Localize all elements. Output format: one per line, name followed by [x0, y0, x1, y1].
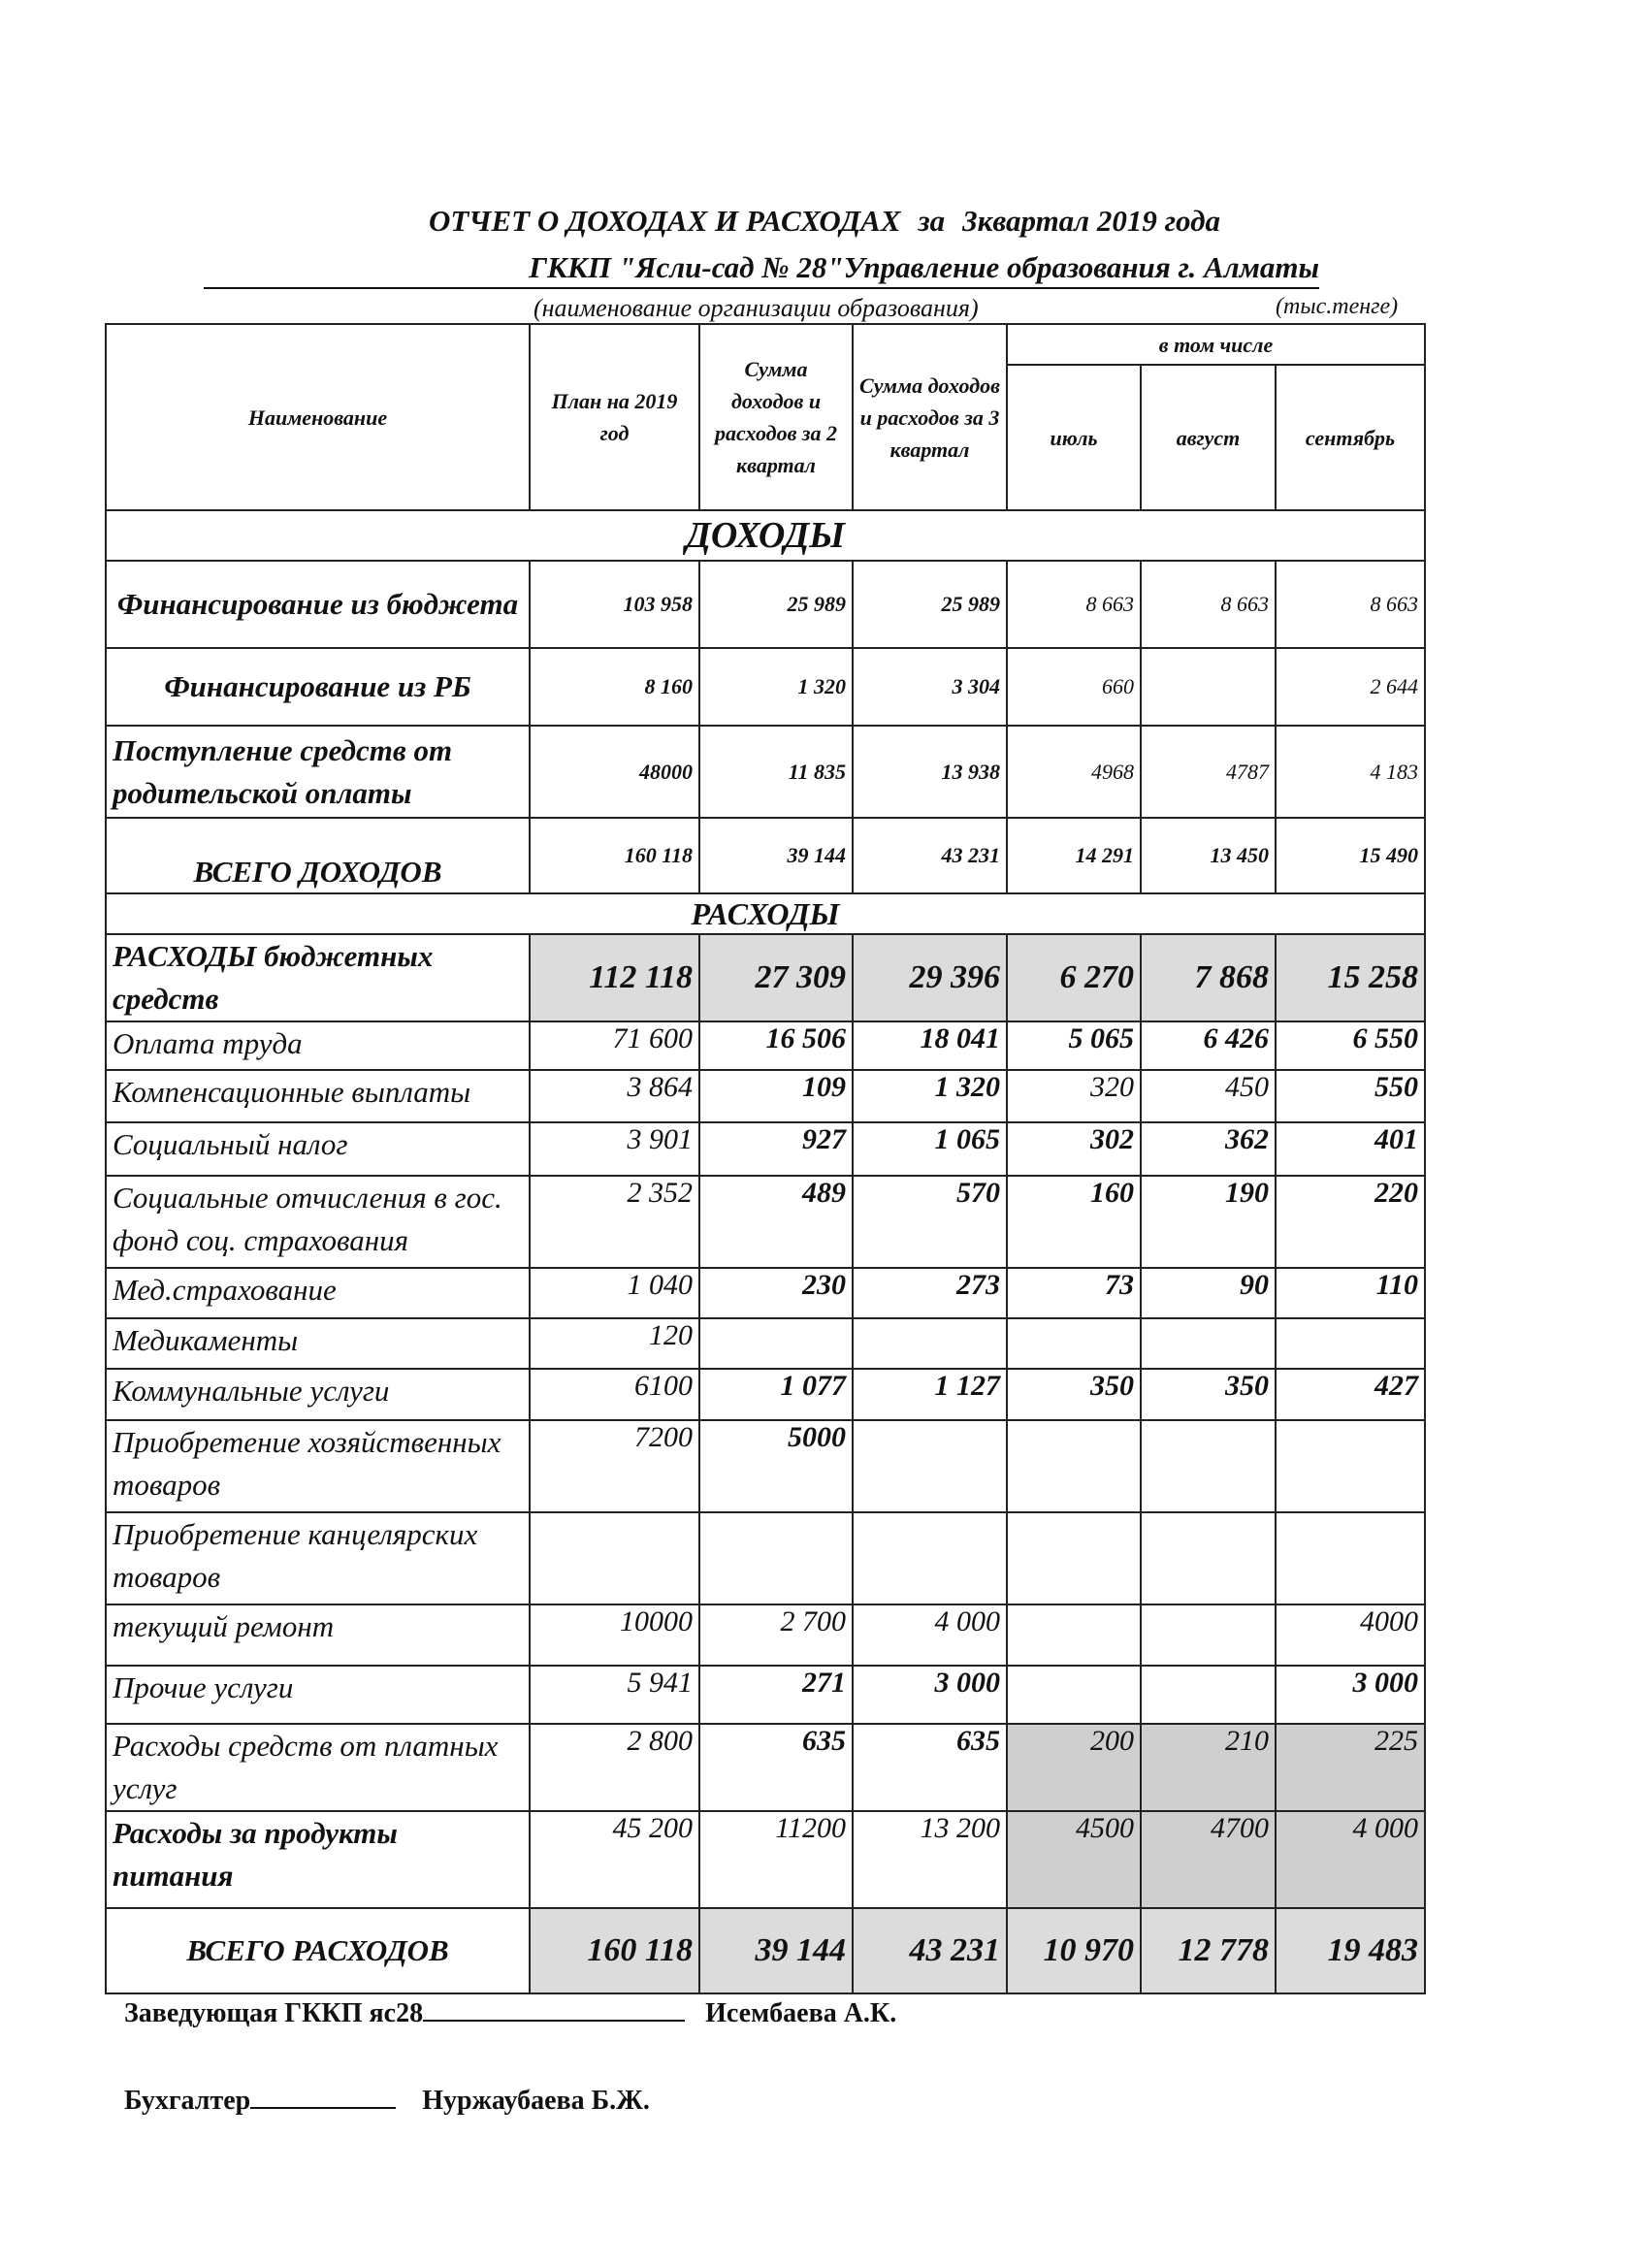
expense-m2: 210 — [1141, 1724, 1276, 1811]
expense-row — [106, 1512, 1425, 1604]
expense-m1: 350 — [1007, 1369, 1141, 1420]
col-july-header: июль — [1007, 365, 1141, 510]
expense-m1 — [1007, 1666, 1141, 1724]
expense-row-name: Расходы за продукты питания — [106, 1811, 530, 1908]
expense-row — [106, 1666, 1425, 1724]
expense-q2: 635 — [699, 1724, 853, 1811]
expense-row-name: Прочие услуги — [106, 1666, 530, 1724]
expense-budget-q3: 29 396 — [853, 934, 1007, 1021]
income-total-m3: 15 490 — [1276, 818, 1425, 893]
report-title-main: ОТЧЕТ О ДОХОДАХ И РАСХОДАХ — [428, 204, 901, 238]
expense-total-plan: 160 118 — [530, 1908, 699, 1993]
expense-m2: 90 — [1141, 1268, 1276, 1318]
expense-m1: 73 — [1007, 1268, 1141, 1318]
expense-budget-row — [106, 934, 1425, 1021]
expense-m2 — [1141, 1604, 1276, 1666]
expense-m1 — [1007, 1420, 1141, 1512]
expense-m2: 4700 — [1141, 1811, 1276, 1908]
expense-plan: 1 040 — [530, 1268, 699, 1318]
expense-total-name: ВСЕГО РАСХОДОВ — [106, 1908, 530, 1993]
income-m3: 2 644 — [1276, 648, 1425, 726]
expense-q2: 271 — [699, 1666, 853, 1724]
expense-plan — [530, 1512, 699, 1604]
income-m1: 660 — [1007, 648, 1141, 726]
expense-q2: 5000 — [699, 1420, 853, 1512]
expense-m1 — [1007, 1512, 1141, 1604]
income-plan: 48000 — [530, 726, 699, 818]
expense-plan: 45 200 — [530, 1811, 699, 1908]
expense-budget-name: РАСХОДЫ бюджетных средств — [106, 934, 530, 1021]
expense-plan: 3 864 — [530, 1070, 699, 1122]
expense-m1: 4500 — [1007, 1811, 1141, 1908]
expense-plan: 10000 — [530, 1604, 699, 1666]
expense-row-name: Компенсационные выплаты — [106, 1070, 530, 1122]
director-signature — [124, 1998, 896, 2029]
col-q3-header: Сумма доходов и расходов за 3 квартал — [853, 324, 1007, 510]
income-row — [106, 726, 1425, 818]
expense-m1: 320 — [1007, 1070, 1141, 1122]
expense-row — [106, 1176, 1425, 1268]
expense-q3: 1 065 — [853, 1122, 1007, 1176]
expense-m3 — [1276, 1318, 1425, 1369]
director-signature-line — [423, 2020, 685, 2022]
expense-q3: 13 200 — [853, 1811, 1007, 1908]
expense-total-q2: 39 144 — [699, 1908, 853, 1993]
accountant-name: Нуржаубаева Б.Ж. — [422, 2086, 650, 2116]
expense-q3: 635 — [853, 1724, 1007, 1811]
expense-m2 — [1141, 1318, 1276, 1369]
col-plan-header: План на 2019 год — [530, 324, 699, 510]
expense-q3: 18 041 — [853, 1021, 1007, 1070]
income-m1: 8 663 — [1007, 561, 1141, 648]
income-total-row — [106, 818, 1425, 893]
expense-q2 — [699, 1512, 853, 1604]
expense-row-name: Приобретение хозяйственных товаров — [106, 1420, 530, 1512]
expense-q2: 489 — [699, 1176, 853, 1268]
expense-budget-m1: 6 270 — [1007, 934, 1141, 1021]
expense-section-title: РАСХОДЫ — [106, 893, 1425, 934]
expense-row-name: Медикаменты — [106, 1318, 530, 1369]
expense-budget-m3: 15 258 — [1276, 934, 1425, 1021]
income-row-name: Финансирование из бюджета — [106, 561, 530, 648]
expense-plan: 2 800 — [530, 1724, 699, 1811]
expense-m1 — [1007, 1318, 1141, 1369]
col-september-header: сентябрь — [1276, 365, 1425, 510]
expense-row-name: Расходы средств от платных услуг — [106, 1724, 530, 1811]
expense-row — [106, 1021, 1425, 1070]
income-plan: 103 958 — [530, 561, 699, 648]
expense-row — [106, 1604, 1425, 1666]
income-q3: 3 304 — [853, 648, 1007, 726]
report-title-za: за — [918, 204, 946, 238]
expense-m2 — [1141, 1666, 1276, 1724]
income-total-name: ВСЕГО ДОХОДОВ — [106, 818, 530, 893]
expense-q2: 927 — [699, 1122, 853, 1176]
organization-caption: (наименование организации образования) — [534, 294, 979, 322]
expense-section-row — [106, 893, 1425, 934]
director-label: Заведующая ГККП яс28 — [124, 1998, 424, 2028]
expense-plan: 120 — [530, 1318, 699, 1369]
expense-row — [106, 1724, 1425, 1811]
expense-row — [106, 1420, 1425, 1512]
income-plan: 8 160 — [530, 648, 699, 726]
expense-q3: 4 000 — [853, 1604, 1007, 1666]
expense-m2: 6 426 — [1141, 1021, 1276, 1070]
income-total-m1: 14 291 — [1007, 818, 1141, 893]
expense-m1: 5 065 — [1007, 1021, 1141, 1070]
income-row-name: Поступление средств от родительской оплаты — [106, 726, 530, 818]
expense-row — [106, 1268, 1425, 1318]
expense-m1 — [1007, 1604, 1141, 1666]
income-m2: 4787 — [1141, 726, 1276, 818]
expense-q2: 109 — [699, 1070, 853, 1122]
income-row — [106, 561, 1425, 648]
expense-q2: 1 077 — [699, 1369, 853, 1420]
expense-q3: 1 320 — [853, 1070, 1007, 1122]
expense-q3: 1 127 — [853, 1369, 1007, 1420]
expense-row — [106, 1318, 1425, 1369]
income-total-plan: 160 118 — [530, 818, 699, 893]
income-q2: 1 320 — [699, 648, 853, 726]
expense-row — [106, 1811, 1425, 1908]
expense-plan: 2 352 — [530, 1176, 699, 1268]
expense-m3: 220 — [1276, 1176, 1425, 1268]
unit-label: (тыс.тенге) — [1276, 294, 1399, 319]
expense-row-name: Мед.страхование — [106, 1268, 530, 1318]
expense-q2: 11200 — [699, 1811, 853, 1908]
expense-m3: 3 000 — [1276, 1666, 1425, 1724]
report-period: 3квартал 2019 года — [962, 204, 1221, 238]
expense-q2: 230 — [699, 1268, 853, 1318]
income-q2: 25 989 — [699, 561, 853, 648]
accountant-label: Бухгалтер — [124, 2086, 251, 2116]
expense-m2: 190 — [1141, 1176, 1276, 1268]
expense-q2: 16 506 — [699, 1021, 853, 1070]
expense-q3 — [853, 1420, 1007, 1512]
income-total-m2: 13 450 — [1141, 818, 1276, 893]
expense-m3 — [1276, 1420, 1425, 1512]
expense-plan: 5 941 — [530, 1666, 699, 1724]
expense-m3: 401 — [1276, 1122, 1425, 1176]
expense-total-row — [106, 1908, 1425, 1993]
expense-q2: 2 700 — [699, 1604, 853, 1666]
expense-m3: 427 — [1276, 1369, 1425, 1420]
accountant-signature-line — [250, 2107, 396, 2109]
income-total-q3: 43 231 — [853, 818, 1007, 893]
expense-m3: 4 000 — [1276, 1811, 1425, 1908]
expense-m1: 302 — [1007, 1122, 1141, 1176]
income-q3: 25 989 — [853, 561, 1007, 648]
expense-total-m1: 10 970 — [1007, 1908, 1141, 1993]
expense-m2 — [1141, 1420, 1276, 1512]
income-m2 — [1141, 648, 1276, 726]
report-table — [105, 323, 1426, 1994]
expense-q3: 570 — [853, 1176, 1007, 1268]
expense-m3: 110 — [1276, 1268, 1425, 1318]
expense-m2 — [1141, 1512, 1276, 1604]
expense-budget-m2: 7 868 — [1141, 934, 1276, 1021]
expense-row-name: текущий ремонт — [106, 1604, 530, 1666]
col-incl-header: в том числе — [1007, 324, 1425, 365]
expense-row — [106, 1070, 1425, 1122]
income-m3: 8 663 — [1276, 561, 1425, 648]
income-q3: 13 938 — [853, 726, 1007, 818]
report-title — [0, 204, 1649, 239]
income-total-q2: 39 144 — [699, 818, 853, 893]
header-row — [106, 324, 1425, 365]
expense-q3 — [853, 1318, 1007, 1369]
expense-total-m2: 12 778 — [1141, 1908, 1276, 1993]
director-name: Исембаева А.К. — [705, 1998, 897, 2028]
expense-m3 — [1276, 1512, 1425, 1604]
accountant-signature — [124, 2086, 650, 2117]
expense-m1: 200 — [1007, 1724, 1141, 1811]
expense-row-name: Приобретение канцелярских товаров — [106, 1512, 530, 1604]
expense-total-m3: 19 483 — [1276, 1908, 1425, 1993]
organization-name: ГККП "Ясли-сад № 28"Управление образования г. Алматы — [204, 250, 1319, 289]
expense-m3: 550 — [1276, 1070, 1425, 1122]
col-name-header: Наименование — [106, 324, 530, 510]
expense-q3: 3 000 — [853, 1666, 1007, 1724]
expense-q2 — [699, 1318, 853, 1369]
expense-plan: 3 901 — [530, 1122, 699, 1176]
expense-row — [106, 1122, 1425, 1176]
expense-q3 — [853, 1512, 1007, 1604]
expense-m3: 6 550 — [1276, 1021, 1425, 1070]
income-m2: 8 663 — [1141, 561, 1276, 648]
expense-m3: 4000 — [1276, 1604, 1425, 1666]
income-m1: 4968 — [1007, 726, 1141, 818]
expense-budget-plan: 112 118 — [530, 934, 699, 1021]
income-section-row — [106, 510, 1425, 561]
col-q2-header: Сумма доходов и расходов за 2 квартал — [699, 324, 853, 510]
income-q2: 11 835 — [699, 726, 853, 818]
expense-total-q3: 43 231 — [853, 1908, 1007, 1993]
income-section-title: ДОХОДЫ — [106, 510, 1425, 561]
expense-row-name: Оплата труда — [106, 1021, 530, 1070]
expense-m1: 160 — [1007, 1176, 1141, 1268]
expense-plan: 71 600 — [530, 1021, 699, 1070]
expense-plan: 7200 — [530, 1420, 699, 1512]
col-august-header: август — [1141, 365, 1276, 510]
expense-row-name: Социальный налог — [106, 1122, 530, 1176]
expense-m2: 450 — [1141, 1070, 1276, 1122]
expense-budget-q2: 27 309 — [699, 934, 853, 1021]
expense-row — [106, 1369, 1425, 1420]
expense-plan: 6100 — [530, 1369, 699, 1420]
expense-m2: 350 — [1141, 1369, 1276, 1420]
expense-m2: 362 — [1141, 1122, 1276, 1176]
income-m3: 4 183 — [1276, 726, 1425, 818]
expense-m3: 225 — [1276, 1724, 1425, 1811]
expense-q3: 273 — [853, 1268, 1007, 1318]
expense-row-name: Социальные отчисления в гос. фонд соц. страхования — [106, 1176, 530, 1268]
income-row — [106, 648, 1425, 726]
expense-row-name: Коммунальные услуги — [106, 1369, 530, 1420]
income-row-name: Финансирование из РБ — [106, 648, 530, 726]
